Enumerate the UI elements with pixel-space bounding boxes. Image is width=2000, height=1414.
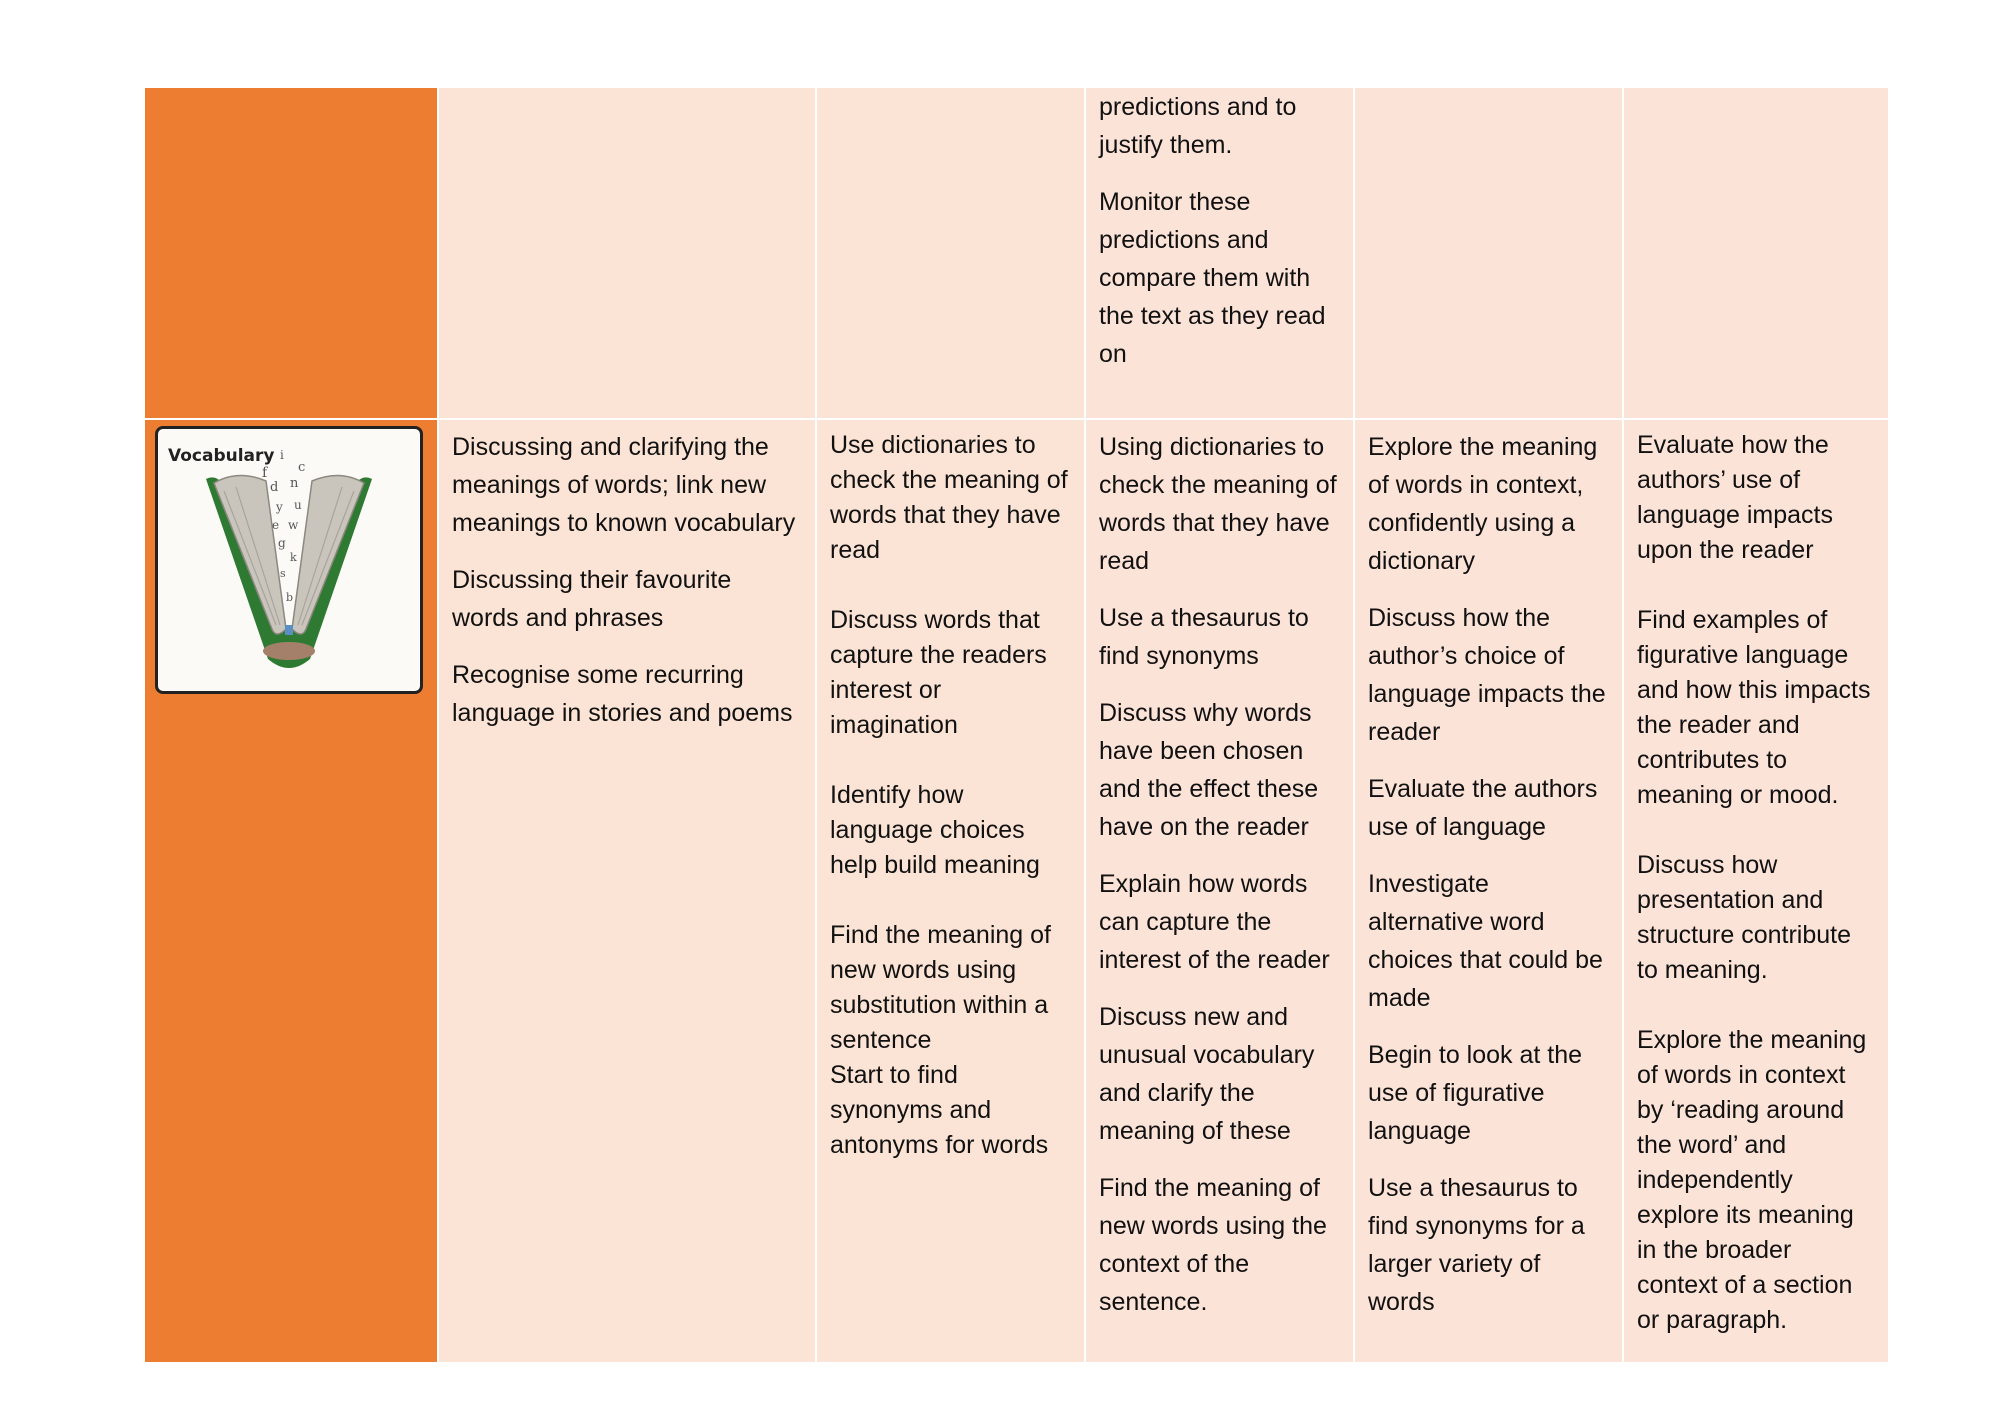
row2-col5-cell — [1624, 420, 1890, 1364]
cell-text: Find examples of figurative language and how this impacts the reader and contributes to meaning or mood. — [1637, 606, 1871, 809]
svg-text:y: y — [276, 500, 283, 514]
svg-text:k: k — [290, 551, 297, 564]
cell-text: Discuss why words have been chosen and the effect these have on the reader — [1099, 699, 1319, 841]
cell-text: predictions and to justify them. — [1099, 93, 1297, 159]
cell-text: Investigate alternative word choices that could be made — [1368, 870, 1603, 1012]
cell-text: Discuss how presentation and structure contribute to meaning. — [1637, 851, 1851, 984]
cell-text: Use a thesaurus to find synonyms — [1099, 604, 1309, 670]
cell-text: Find the meaning of new words using the context of the sentence. — [1099, 1174, 1327, 1316]
svg-text:d: d — [270, 480, 279, 495]
cell-text: Discuss new and unusual vocabulary and clarify the meaning of these — [1099, 1003, 1315, 1145]
svg-text:g: g — [278, 536, 286, 550]
svg-text:u: u — [294, 498, 302, 512]
svg-text:c: c — [298, 460, 306, 475]
cell-text: Discussing their favourite words and phrases — [452, 566, 732, 632]
cell-text: Start to find synonyms and antonyms for words — [830, 1061, 1049, 1159]
cell-text: Explore the meaning of words in context, confidently using a dictionary — [1368, 433, 1598, 575]
cell-text: Begin to look at the use of figurative language — [1368, 1041, 1583, 1145]
cell-text: Discussing and clarifying the meanings of words; link new meanings to known vocabulary — [452, 433, 796, 537]
row1-col1-cell — [439, 88, 817, 420]
row2-col2-cell — [817, 420, 1086, 1364]
cell-text: Evaluate the authors use of language — [1368, 775, 1598, 841]
row1-col2-cell — [817, 88, 1086, 420]
svg-text:b: b — [286, 591, 294, 604]
cell-text: Use a thesaurus to find synonyms for a larger variety of words — [1368, 1174, 1585, 1316]
vocabulary-label: Vocabulary — [168, 446, 275, 466]
cell-text: Discuss how the author’s choice of language impacts the reader — [1368, 604, 1606, 746]
row1-col4-cell — [1355, 88, 1624, 420]
curriculum-table — [145, 88, 1890, 1364]
svg-text:f: f — [262, 465, 268, 481]
cell-text: Discuss words that capture the readers interest or imagination — [830, 606, 1047, 739]
svg-text:s: s — [280, 567, 286, 580]
cell-text: Explore the meaning of words in context by ‘reading around the word’ and independently explore its meaning in the broader context of a section or paragraph. — [1637, 1026, 1867, 1334]
row2-col3-cell — [1086, 420, 1355, 1364]
row2-col4-cell — [1355, 420, 1624, 1364]
cell-text: Evaluate how the authors’ use of language impacts upon the reader — [1637, 431, 1833, 564]
cell-text: Identify how language choices help build meaning — [830, 781, 1040, 879]
row1-col3-cell — [1086, 88, 1355, 420]
cell-text: Find the meaning of new words using substitution within a sentence — [830, 921, 1051, 1054]
svg-text:i: i — [280, 448, 284, 462]
svg-text:e: e — [272, 518, 280, 532]
cell-text: Monitor these predictions and compare them with the text as they read on — [1099, 188, 1326, 368]
row2-col1-cell — [439, 420, 817, 1364]
row1-col5-cell — [1624, 88, 1890, 420]
cell-text: Explain how words can capture the interest of the reader — [1099, 870, 1330, 974]
row-label-vocabulary — [145, 420, 439, 1364]
row-label-continued — [145, 88, 439, 420]
svg-text:n: n — [290, 476, 299, 491]
cell-text: Using dictionaries to check the meaning of words that they have read — [1099, 433, 1337, 575]
svg-text:w: w — [288, 518, 299, 532]
cell-text: Use dictionaries to check the meaning of words that they have read — [830, 431, 1068, 564]
vocabulary-book-v-icon — [155, 426, 423, 694]
cell-text: Recognise some recurring language in stories and poems — [452, 661, 793, 727]
